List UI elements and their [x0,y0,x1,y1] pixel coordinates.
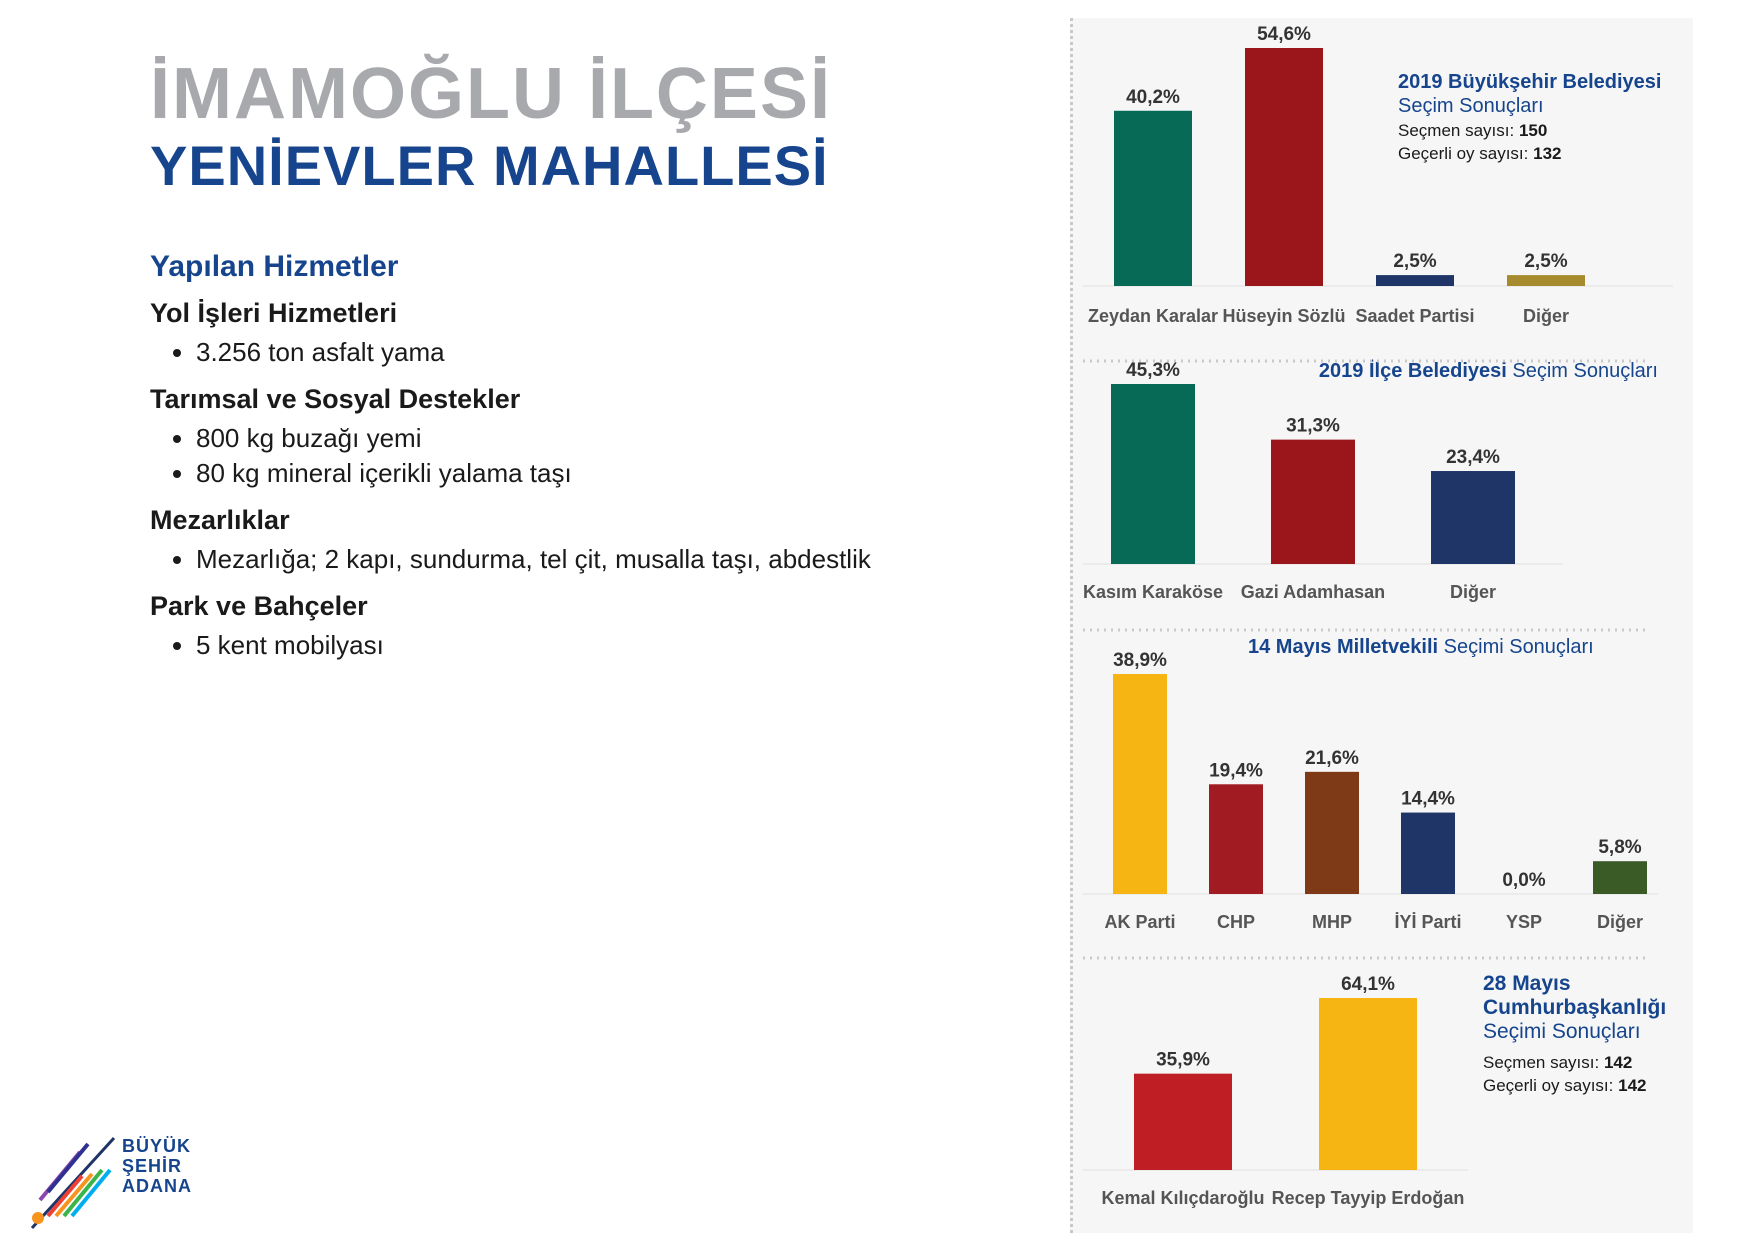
bar-value-label: 31,3% [1286,415,1340,437]
bar-value-label: 54,6% [1257,24,1311,45]
bar [1401,813,1455,894]
services-section [150,250,910,677]
bar [1113,674,1167,894]
bar [1431,471,1515,564]
service-item: • 5 kent mobilyası [196,628,910,663]
chart-info-value: 142 [1603,1053,1633,1072]
chart-title-bold: 28 Mayıs [1483,972,1571,995]
logo-line-2: ŞEHİR [122,1156,183,1176]
services-groups [150,298,910,663]
bar [1507,275,1585,286]
service-items [150,628,910,663]
chart-title [1319,359,1658,382]
service-item: • 80 kg mineral içerikli yalama taşı [196,456,910,491]
bar-category-label: YSP [1505,912,1543,932]
service-item: • 3.256 ton asfalt yama [196,335,910,370]
bar [1134,1074,1232,1170]
service-group-title: Mezarlıklar [150,505,290,535]
chart-info-value: 132 [1533,144,1562,163]
bar-category-label: Saadet Partisi [1355,306,1475,326]
buyuksehir-adana-logo [30,1130,220,1230]
chart-info-line [1398,121,1547,140]
chart-info-label: Geçerli oy sayısı: [1398,144,1534,163]
chart-title-regular: Seçim Sonuçları [1398,95,1544,117]
bar-value-label: 21,6% [1305,747,1359,769]
service-group [150,384,910,491]
logo-line-1: BÜYÜK [122,1136,192,1156]
bar-category-label: İYİ Parti [1394,912,1462,932]
chart-title-bold: 2019 Büyükşehir Belediyesi [1398,71,1662,93]
bar-value-label: 19,4% [1209,760,1263,782]
district-title: İMAMOĞLU İLÇESİ [150,54,832,134]
bar-value-label: 45,3% [1126,360,1180,381]
bar-value-label: 5,8% [1598,837,1642,859]
service-item: • 800 kg buzağı yemi [196,421,910,456]
bar [1271,440,1355,564]
bar-category-label: CHP [1216,912,1256,932]
bar-value-label: 38,9% [1113,650,1167,671]
bar [1376,275,1454,286]
bar [1305,772,1359,894]
chart-title-regular: Seçimi Sonuçları [1483,1020,1641,1043]
bar [1593,861,1647,894]
chart-info-line [1398,144,1561,163]
bar-category-label: Gazi Adamhasan [1240,582,1386,602]
service-item: • Mezarlığa; 2 kapı, sundurma, tel çit, musalla taşı, abdestlik [196,542,910,577]
service-group [150,591,910,663]
chart-info-line [1483,1053,1632,1072]
bar-category-label: Kemal Kılıçdaroğlu [1101,1188,1265,1208]
chart-info-label: Geçerli oy sayısı: [1483,1076,1619,1095]
logo-stripes-icon [30,1130,120,1230]
chart-info-line [1483,1076,1646,1095]
chart-title-regular: Seçim Sonuçları [1512,360,1658,382]
bar-category-label: AK Parti [1104,912,1176,932]
bar-value-label: 2,5% [1524,251,1568,273]
chart-info-label: Seçmen sayısı: [1398,121,1519,140]
logo-text [122,1136,192,1196]
bar-category-label: Recep Tayyip Erdoğan [1271,1188,1465,1208]
bar-value-label: 23,4% [1446,447,1500,469]
chart-title-bold: Cumhurbaşkanlığı [1483,996,1667,1019]
bar-value-label: 14,4% [1401,788,1455,810]
chart-info-value: 142 [1618,1076,1647,1095]
bar-category-label: Hüseyin Sözlü [1222,306,1346,326]
election-results-panel [1070,18,1693,1233]
bar [1111,384,1195,564]
service-items [150,335,910,370]
bar-category-label: Diğer [1522,306,1570,326]
bar-category-label: Zeydan Karalar [1087,306,1219,326]
neighborhood-title: YENİEVLER MAHALLESİ [150,134,829,197]
bar-category-label: Kasım Karaköse [1082,582,1224,602]
services-heading: Yapılan Hizmetler [150,250,399,283]
bar [1209,784,1263,894]
logo-line-3: ADANA [122,1176,192,1196]
service-group-title: Yol İşleri Hizmetleri [150,298,398,328]
service-items [150,542,910,577]
bar-value-label: 0,0% [1502,870,1546,891]
bar-value-label: 64,1% [1341,974,1395,995]
bar [1319,998,1417,1170]
bar-value-label: 35,9% [1156,1049,1210,1071]
bar-category-label: MHP [1312,912,1352,932]
bar [1114,111,1192,286]
bar-category-label: Diğer [1596,912,1644,932]
service-group-title: Tarımsal ve Sosyal Destekler [150,384,521,414]
bar-category-label: Diğer [1449,582,1497,602]
bar-value-label: 40,2% [1126,86,1180,108]
service-group-title: Park ve Bahçeler [150,591,368,621]
chart-title-regular: Seçimi Sonuçları [1443,636,1594,658]
chart-title-bold: 2019 İlçe Belediyesi [1318,360,1513,382]
bar-value-label: 2,5% [1393,251,1437,273]
service-group [150,298,910,370]
bar [1245,48,1323,286]
election-charts [1073,18,1693,1233]
chart-title-bold: 14 Mayıs Milletvekili [1248,636,1444,658]
service-items [150,421,910,491]
chart-info-value: 150 [1518,121,1548,140]
service-group [150,505,910,577]
chart-info-label: Seçmen sayısı: [1483,1053,1604,1072]
chart-title [1248,636,1594,658]
